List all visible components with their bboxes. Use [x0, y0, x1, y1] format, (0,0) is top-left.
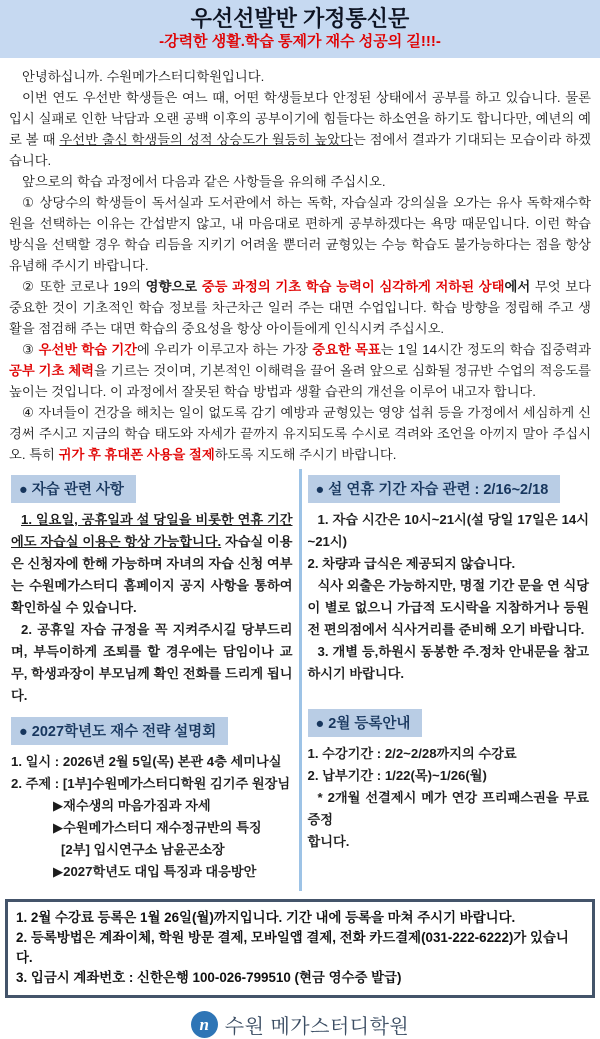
red-highlight-text: 우선반 학습 기간: [38, 342, 138, 357]
february-line: 1. 수강기간 : 2/2~2/28까지의 수강료: [307, 746, 517, 761]
page-title: 우선선발반 가정통신문: [190, 6, 410, 31]
february-body: [308, 743, 590, 853]
seminar-bullet: ▶수원메가스터디 재수정규반의 특징: [53, 820, 262, 835]
megastudy-logo-icon: n: [191, 1011, 218, 1038]
seminar-body: [11, 751, 293, 883]
february-line: * 2개월 선결제시 메가 연강 프리패스권을 무료 증정: [307, 790, 589, 827]
section-title-seminar: ● 2027학년도 재수 전략 설명회: [11, 717, 228, 745]
february-line: 2. 납부기간 : 1/22(목)~1/26(월): [307, 768, 487, 783]
payment-info-box: [5, 899, 595, 998]
left-column: [5, 469, 299, 891]
text-segment: ③: [22, 342, 39, 357]
intro-paragraph: [9, 87, 591, 171]
holiday-line: 3. 개별 등,하원시 동봉한 주.정차 안내문을 참고하시기 바랍니다.: [307, 644, 589, 681]
section-title-february: ● 2월 등록안내: [308, 709, 423, 737]
february-line: 합니다.: [307, 834, 350, 849]
underlined-text: 우선반 출신 학생들의 성적 상승도가 월등히 높았다: [59, 132, 353, 147]
notice-item-4: [9, 402, 591, 465]
academy-name: 수원 메가스터디학원: [224, 1016, 410, 1038]
notice-item-3: [9, 339, 591, 402]
page-subtitle: -강력한 생활.학습 통제가 재수 성공의 길!!!-: [159, 33, 441, 50]
red-highlight-text: 귀가 후 휴대폰 사용을 절제: [58, 447, 215, 462]
lead-line: 앞으로의 학습 과정에서 다음과 같은 사항들을 유의해 주십시오.: [22, 174, 386, 189]
notice-item-1: ① 상당수의 학생들이 독서실과 도서관에서 하는 독학, 자습실과 강의실을 오가는 유사 독학재수학원을 선택하는 이유는 간섭받지 않고, 내 마음대로 편하게 공부하겠다는 욕망 때문입니다. 이런 학습 방식을 선택할 경우 학습 리듬을 지키기 어려울 뿐더러 균형있는 수능 학습도 불가능하다는 점을 항상 유념해 주시기 바랍니다.: [9, 195, 591, 273]
text-segment: 에 우리가 이루고자 하는 가장: [137, 342, 313, 357]
seminar-bullet: ▶2027학년도 대입 특징과 대응방안: [53, 864, 257, 879]
section-title-self-study: ● 자습 관련 사항: [11, 475, 136, 503]
footer-logo-area: [0, 1010, 600, 1039]
text-segment: 을 기르는 것이며, 기본적인 이해력을 끌어 올려 앞으로 심화될 정규반 수업의 적응도를 높이는 것입니다. 이 과정에서 잘못된 학습 방법과 생활 습관의 개선을 이루어 내고자 합니다.: [9, 363, 591, 399]
greeting-line: 안녕하십니까. 수원메가스터디학원입니다.: [22, 69, 265, 84]
holiday-line: 1. 자습 시간은 10시~21시(설 당일 17일은 14시~21시): [307, 512, 589, 549]
text-segment: ② 또한 코로나 19의: [22, 279, 146, 294]
red-highlight-text: 공부 기초 체력: [9, 363, 95, 378]
payment-line-2: 2. 등록방법은 계좌이체, 학원 방문 결제, 모바일앱 결제, 전화 카드결제(031-222-6222)가 있습니다.: [16, 930, 569, 965]
payment-line-3: 3. 입금시 계좌번호 : 신한은행 100-026-799510 (현금 영수증 발급): [16, 970, 402, 985]
bold-text: 영향으로: [145, 279, 202, 294]
text-segment: 는 점에서 결과가 기대되는 모습이라 하겠습니다.: [9, 132, 592, 168]
text-segment: 자습실 이용은 신청자에 한해 가능하며 자녀의 자습 신청 여부는 수원메가스터디 홈페이지 공지 사항을 통하여 확인하실 수 있습니다.: [11, 534, 293, 615]
holiday-body: [308, 509, 590, 685]
holiday-line: 식사 외출은 가능하지만, 명절 기간 문을 연 식당이 별로 없으니 가급적 도시락을 지참하거나 등원 전 편의점에서 식사거리를 준비해 오기 바랍니다.: [307, 578, 589, 637]
text-segment: 는 1일 14시간 정도의 학습 집중력과: [380, 342, 592, 357]
payment-line-1: 1. 2월 수강료 등록은 1월 26일(월)까지입니다. 기간 내에 등록을 마쳐 주시기 바랍니다.: [16, 910, 516, 925]
notice-item-2: [9, 276, 591, 339]
text-segment: 하도록 지도해 주시기 바랍니다.: [214, 447, 397, 462]
intro-section: [0, 58, 600, 467]
red-highlight-text: 중등 과정의 기초 학습 능력이 심각하게 저하된 상태: [201, 279, 505, 294]
text-segment: 이번 연도 우선반 학생들은 여느 때, 어떤 학생들보다 안정된 상태에서 공부를 하고 있습니다. 물론 입시 실패로 인한 낙담과 오랜 공백 이후의 공부이기에 힘들다는 하소연을 하기도 합니다만, 예년의 예로 볼 때: [9, 90, 591, 147]
holiday-line: 2. 차량과 급식은 제공되지 않습니다.: [307, 556, 516, 571]
red-highlight-text: 중요한 목표: [312, 342, 381, 357]
self-study-item-1: [11, 509, 293, 619]
seminar-line: 1. 일시 : 2026년 2월 5일(목) 본관 4층 세미나실: [11, 754, 282, 769]
section-title-holiday: ● 설 연휴 기간 자습 관련 : 2/16~2/18: [308, 475, 561, 503]
underlined-text: 1. 일요일, 공휴일과 설 당일을 비롯한 연휴 기간에도 자습실 이용은 항상 가능합니다.: [11, 512, 293, 549]
text-segment: 무엇 보다 중요한 것이 기초적인 학습 정보를 차근차근 일러 주는 대면 수업입니다. 학습 방향을 정립해 주고 생활을 점검해 주는 대면 학습의 중요성을 항상 아이들에게 인식시켜 주십시오.: [9, 279, 591, 336]
header-banner: [0, 0, 600, 58]
two-column-area: [0, 467, 600, 891]
bold-text: 에서: [504, 279, 531, 294]
seminar-line: 2. 주제 : [1부]수원메가스터디학원 김기주 원장님: [11, 776, 291, 791]
right-column: [299, 469, 596, 891]
seminar-line: [2부] 입시연구소 남윤곤소장: [61, 842, 225, 857]
spacer: [308, 693, 590, 707]
self-study-item-2: 2. 공휴일 자습 규정을 꼭 지켜주시길 당부드리며, 부득이하게 조퇴를 할 경우에는 담임이나 교무, 학생과장이 부모님께 확인 전화를 드리게 됩니다.: [11, 622, 293, 703]
self-study-body: [11, 509, 293, 707]
seminar-bullet: ▶재수생의 마음가짐과 자세: [53, 798, 211, 813]
text-segment: ④ 자녀들이 건강을 해치는 일이 없도록 감기 예방과 균형있는 영양 섭취 등을 가정에서 세심하게 신경써 주시고 지금의 학습 태도와 자세가 끝까지 유지되도록 수시로 격려와 조언을 아끼지 말아 주십시오. 특히: [9, 405, 591, 462]
